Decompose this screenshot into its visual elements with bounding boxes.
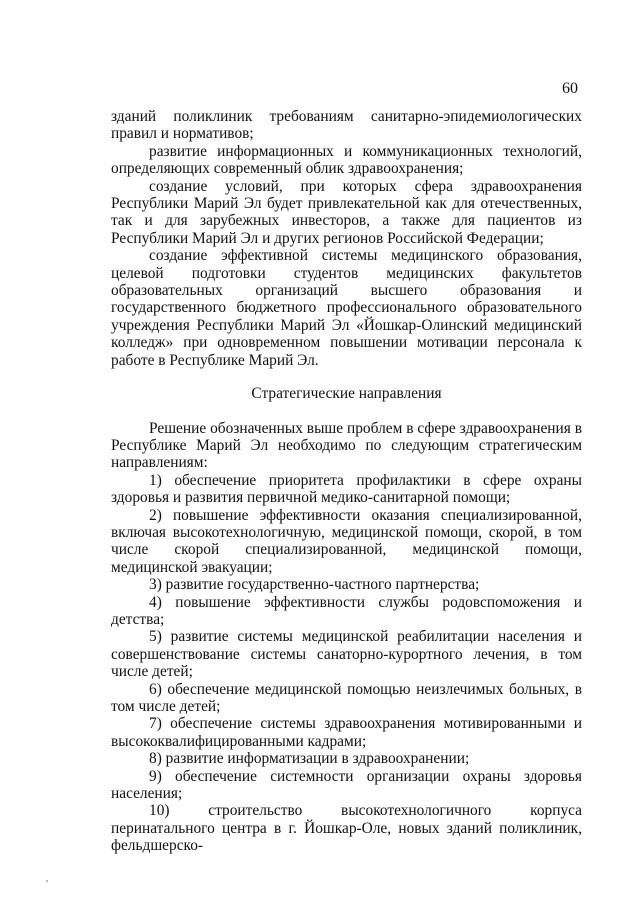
paragraph-continuation: зданий поликлиник требованиям санитарно-эпидемиологических правил и нормативов; [111, 108, 582, 143]
list-item: 1) обеспечение приоритета профилактики в сфере охраны здоровья и развития первичной медико-санитарной помощи; [111, 471, 582, 507]
list-item: 3) развитие государственно-частного партнерства; [149, 576, 480, 594]
list-item: 5) развитие системы медицинской реабилитации населения и совершенствование системы санаторно-курортного лечения, в том числе детей; [111, 628, 582, 681]
paragraph: создание эффективной системы медицинского образования, целевой подготовки студентов медицинских факультетов образовательных организаций высшего образования и государственного бюджетного профессионального образовательного учреждения Республики Марий Эл «Йошкар-Олинский медицинский колледж» при одновременном повышении мотивации персонала к работе в Республике Марий Эл. [111, 247, 582, 369]
list-item: 2) повышение эффективности оказания специализированной, включая высокотехнологичную, медицинской помощи, скорой, в том числе скорой специализированной, медицинской помощи, медицинской эвакуации; [111, 506, 582, 576]
body-text [111, 108, 582, 855]
list-item: 7) обеспечение системы здравоохранения мотивированными и высококвалифицированными кадрами; [111, 715, 582, 750]
list-item: 6) обеспечение медицинской помощью неизлечимых больных, в том числе детей; [111, 680, 582, 715]
paragraph: создание условий, при которых сфера здравоохранения Республики Марий Эл будет привлекательной как для отечественных, так и для зарубежных инвесторов, а также для пациентов из Республики Марий Эл и других регионов Российской Федерации; [111, 177, 582, 247]
paragraph: развитие информационных и коммуникационных технологий, определяющих современный облик здравоохранения; [111, 142, 582, 178]
list-item: 8) развитие информатизации в здравоохранении; [149, 750, 470, 768]
page-number: 60 [562, 80, 578, 97]
list-item: 10) строительство высокотехнологичного корпуса перинатального центра в г. Йошкар-Оле, новых зданий поликлиник, фельдшерско- [111, 802, 582, 855]
list-item: 4) повышение эффективности службы родовспоможения и детства; [111, 593, 582, 628]
intro-paragraph: Решение обозначенных выше проблем в сфере здравоохранения в Республике Марий Эл необходимо по следующим стратегическим направлениям: [111, 419, 582, 472]
list-item: 9) обеспечение системности организации охраны здоровья населения; [111, 767, 582, 803]
section-heading: Стратегические направления [251, 385, 442, 403]
scan-speck [46, 880, 48, 882]
